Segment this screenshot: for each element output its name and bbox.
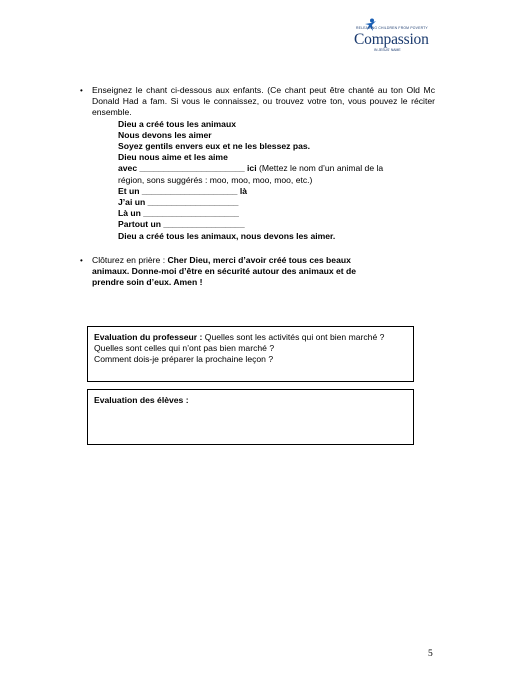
prayer-line: Cher Dieu, merci d’avoir créé tous ces beaux bbox=[167, 255, 351, 265]
teacher-eval-label: Evaluation du professeur : bbox=[94, 332, 203, 342]
song-line: Partout un _________________ bbox=[118, 219, 245, 230]
compassion-logo bbox=[350, 18, 440, 54]
song-line-fill: avec ______________________ ici bbox=[118, 163, 257, 174]
teacher-eval-q2: Comment dois-je préparer la prochaine leçon ? bbox=[94, 354, 274, 364]
student-evaluation-box[interactable] bbox=[87, 389, 414, 445]
prayer-block bbox=[80, 255, 435, 289]
song-line: Soyez gentils envers eux et ne les blessez pas. bbox=[118, 141, 311, 152]
song-line: Nous devons les aimer bbox=[118, 129, 212, 140]
logo-tagline: RELEASING CHILDREN FROM POVERTY bbox=[356, 26, 428, 30]
prayer-lead: Clôturez en prière : bbox=[92, 255, 168, 265]
bullet-icon: • bbox=[80, 86, 83, 95]
teacher-eval-question bbox=[94, 332, 407, 354]
bullet-icon: • bbox=[80, 256, 83, 265]
song-line: Dieu a créé tous les animaux, nous devons les aimer. bbox=[118, 230, 336, 241]
prayer-line: prendre soin d’eux. Amen ! bbox=[92, 277, 203, 288]
song-line: J’ai un ___________________ bbox=[118, 197, 239, 208]
prayer-text bbox=[92, 255, 435, 289]
song-instruction-block bbox=[80, 85, 435, 242]
song-line-note: (Mettez le nom d’un animal de la bbox=[256, 163, 384, 174]
logo-subline: IN JESUS' NAME bbox=[374, 48, 401, 52]
song-lyrics bbox=[118, 119, 435, 242]
song-line: Dieu a créé tous les animaux bbox=[118, 118, 236, 129]
student-eval-label: Evaluation des élèves : bbox=[94, 395, 189, 405]
logo-wordmark: Compassion bbox=[354, 31, 429, 48]
song-line: Et un ____________________ là bbox=[118, 185, 248, 196]
song-line-note-cont: région, sons suggérés : moo, moo, moo, moo, etc.) bbox=[118, 174, 313, 185]
teacher-evaluation-box[interactable] bbox=[87, 326, 414, 382]
page-number: 5 bbox=[428, 649, 433, 659]
song-line: Dieu nous aime et les aime bbox=[118, 152, 228, 163]
song-line: Là un ____________________ bbox=[118, 208, 239, 219]
prayer-line: animaux. Donne-moi d’être en sécurité autour des animaux et de bbox=[92, 266, 357, 277]
song-intro: Enseignez le chant ci-dessous aux enfants. (Ce chant peut être chanté au ton Old Mc Donald Had a fam. Si vous le connaissez, ou trouvez votre ton, vous pouvez le réciter ensemble. bbox=[92, 85, 435, 118]
song-line bbox=[118, 163, 435, 174]
teacher-eval-q1: Quelles sont les activités qui ont bien marché ? Quelles sont celles qui n’ont pas bien marché ? bbox=[94, 332, 385, 353]
